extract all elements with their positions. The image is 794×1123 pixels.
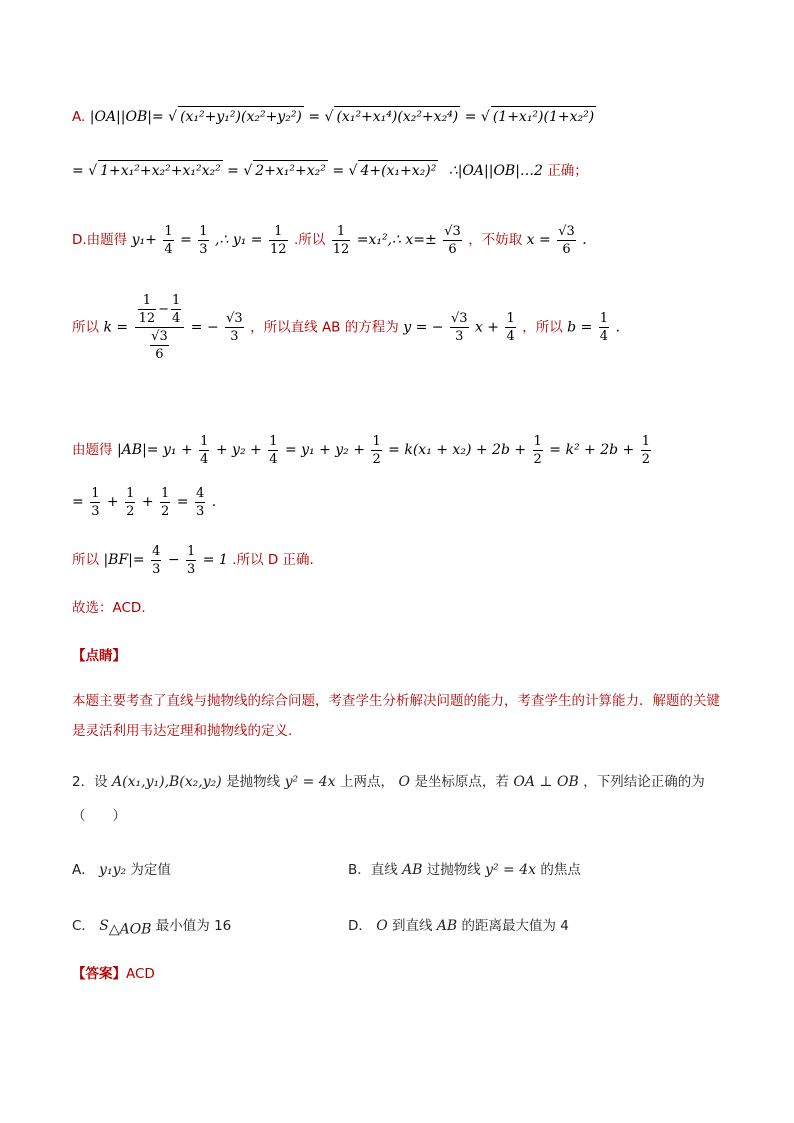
expr-oa-ob: |OA||OB|=: [89, 109, 164, 125]
text-is-origin: 是坐标原点，若: [414, 774, 509, 790]
option-d-label: D．: [348, 918, 372, 934]
perpendicular-condition: OA ⊥ OB: [513, 774, 579, 790]
option-c: [72, 914, 232, 938]
fraction: $\frac{√3}{3}$: [450, 311, 468, 344]
label-a: A.: [72, 109, 86, 125]
fraction: $\frac{√3}{3}$: [226, 311, 243, 344]
sqrt-sign: √: [348, 163, 358, 179]
option-b-math-eq: y² = 4x: [485, 862, 537, 878]
option-a-text: 为定值: [130, 862, 171, 878]
fraction: $\frac{1}{12}$: [332, 223, 350, 257]
selected-choice: 故选：ACD．: [72, 600, 155, 616]
comment-heading: 【点睛】: [72, 648, 126, 664]
text-is-parabola: 是抛物线: [226, 774, 281, 790]
text-two-points: 上两点，: [340, 774, 395, 790]
option-b: [348, 858, 581, 878]
point-a: A(x₁,y₁): [112, 774, 165, 790]
answer-line: [72, 964, 155, 984]
equals-sign: =: [464, 109, 477, 125]
option-d-text1: 到直线: [391, 918, 433, 934]
option-c-subscript: △AOB: [108, 921, 152, 938]
fraction: $\frac{√3}{6}$: [444, 223, 461, 257]
question-number: 2．设: [72, 774, 108, 790]
expr-radicand-1: (x₁²+y₁²)(x₂²+y₂²): [178, 106, 304, 127]
option-d-derivation: [72, 220, 587, 260]
fraction: $\frac{√3}{6}$: [558, 223, 575, 257]
text-choose: ，不妨取: [468, 232, 523, 248]
option-a-derivation-line1: [72, 106, 596, 127]
expr-ab-eq: |AB|= y₁ +: [116, 442, 193, 458]
option-d-math-ab: AB: [436, 918, 458, 934]
expr-eq-k-sum: = k(x₁ + x₂) + 2b +: [388, 442, 527, 458]
sqrt-sign: √: [324, 109, 334, 125]
fraction: $\frac{1}{2}$: [161, 485, 170, 519]
sqrt-sign: √: [168, 109, 178, 125]
sqrt-sign: √: [88, 163, 98, 179]
fraction: $\frac{1}{3}$: [91, 485, 100, 519]
expr-bf-eq: |BF|=: [103, 552, 145, 568]
parabola-equation: y² = 4x: [284, 774, 336, 790]
fraction: $\frac{1}{2}$: [641, 433, 650, 467]
expr-x-pm: =x₁²,∴ x=±: [356, 232, 437, 248]
text-line-equation: ，所以直线 AB 的方程为: [250, 319, 399, 336]
question-2-stem: [72, 770, 705, 794]
fraction: $\frac{1}{2}$: [372, 433, 381, 467]
expr-x-eq: x =: [526, 232, 551, 248]
period: .: [615, 319, 620, 336]
plus-sign: +: [141, 494, 154, 510]
expr-b-eq: b =: [567, 319, 593, 336]
option-a-label: A．: [72, 862, 95, 878]
equals-sign: =: [180, 232, 192, 248]
option-d-math-o: O: [376, 918, 388, 934]
expr-eq-y1-y2: = y₁ + y₂ +: [284, 442, 365, 458]
point-b: B(x₂,y₂): [169, 774, 222, 790]
fraction: $\frac{4}{3}$: [152, 543, 161, 577]
equals-sign: =: [176, 494, 189, 510]
text-which-correct: ，下列结论正确的为: [583, 774, 705, 790]
option-b-math-ab: AB: [402, 862, 423, 878]
verdict-correct: 正确；: [547, 163, 588, 179]
answer-parentheses: （ ）: [72, 808, 126, 824]
fraction: $\frac{1}{2}$: [126, 485, 135, 519]
fraction: $\frac{1}{4}$: [164, 223, 173, 257]
text-from-problem: 由题得: [72, 442, 113, 458]
option-b-text1: 过抛物线: [426, 862, 481, 878]
plus-sign: +: [106, 494, 119, 510]
ab-length-derivation: [72, 430, 653, 470]
option-a: [72, 858, 171, 878]
expr-x-plus: x +: [474, 319, 500, 336]
option-c-text: 最小值为 16: [155, 918, 232, 934]
equals-sign: =: [72, 163, 84, 179]
fraction: $\frac{1}{12}$: [269, 223, 287, 257]
minus-sign: −: [167, 552, 180, 568]
option-b-label: B．直线: [348, 862, 398, 878]
text-so-b: ，所以: [522, 319, 563, 336]
option-c-math: S: [99, 918, 109, 934]
sqrt-sign: √: [243, 163, 253, 179]
expr-k-eq: k =: [103, 319, 129, 336]
expr-radicand-2: (x₁²+x₁⁴)(x₂²+x₂⁴): [334, 106, 460, 127]
expr-eq-k2: = k² + 2b +: [549, 442, 635, 458]
text-so: .所以: [293, 232, 326, 248]
answer-value: ACD: [126, 966, 155, 982]
equals-sign: =: [72, 494, 84, 510]
expr-therefore-y1: ,∴ y₁ =: [215, 232, 263, 248]
sqrt-sign: √: [480, 109, 490, 125]
option-a-derivation-line2: = √ 1+x₁²+x₂²+x₁²x₂² = √ 2+x₁²+x₂² = √ 4+(x₁+x₂)² ∴|OA||OB|…2 正确；: [72, 160, 588, 181]
slope-derivation: [72, 292, 620, 363]
option-d: [348, 914, 569, 934]
equals-minus: = −: [190, 319, 219, 336]
fraction: $\frac{1}{4}$: [599, 311, 609, 344]
expr-y1-plus: y₁+: [131, 232, 157, 248]
equals-sign: =: [308, 109, 321, 125]
fraction: $\frac{1}{3}$: [187, 543, 196, 577]
period: .: [582, 232, 587, 248]
option-b-text2: 的焦点: [540, 862, 581, 878]
label-d: D.由题得: [72, 232, 128, 248]
expr-radicand-6: 4+(x₁+x₂)²: [358, 160, 438, 181]
origin-symbol: O: [398, 774, 410, 790]
answer-heading: 【答案】: [72, 966, 126, 982]
option-c-label: C．: [72, 918, 95, 934]
verdict-d-correct: .所以 D 正确.: [232, 552, 314, 568]
fraction: $\frac{1}{4}$: [200, 433, 209, 467]
comma: ,: [164, 774, 170, 790]
sum-evaluation: [72, 482, 216, 522]
expr-radicand-5: 2+x₁²+x₂²: [253, 160, 328, 181]
expr-conclusion: ∴|OA||OB|…2: [448, 163, 543, 179]
text-so: 所以: [72, 319, 99, 336]
text-so: 所以: [72, 552, 99, 568]
expr-radicand-4: 1+x₁²+x₂²+x₁²x₂²: [98, 160, 223, 181]
period: .: [211, 494, 217, 510]
comment-text: 本题主要考查了直线与抛物线的综合问题，考查学生分析解决问题的能力，考查学生的计算能力．解题的关键是灵活利用韦达定理和抛物线的定义.: [72, 693, 720, 739]
expr-y-eq: y = −: [403, 319, 444, 336]
expr-plus-y2: + y₂ +: [215, 442, 262, 458]
expr-eq-one: = 1: [202, 552, 228, 568]
option-a-math: y₁y₂: [99, 862, 127, 878]
fraction: $\frac{1}{4}$: [506, 311, 515, 344]
option-d-text2: 的距离最大值为 4: [461, 918, 569, 934]
fraction: $\frac{4}{3}$: [195, 485, 205, 519]
fraction: $\frac{1}{4}$: [269, 433, 278, 467]
compound-fraction: $\frac{1}{12}$ − $\frac{1}{4}$ $\frac{√3}{6}$: [135, 292, 185, 363]
bf-length-conclusion: [72, 540, 314, 580]
expr-radicand-3: (1+x₁²)(1+x₂²): [491, 106, 596, 127]
fraction: $\frac{1}{2}$: [533, 433, 542, 467]
fraction: $\frac{1}{3}$: [199, 223, 208, 257]
